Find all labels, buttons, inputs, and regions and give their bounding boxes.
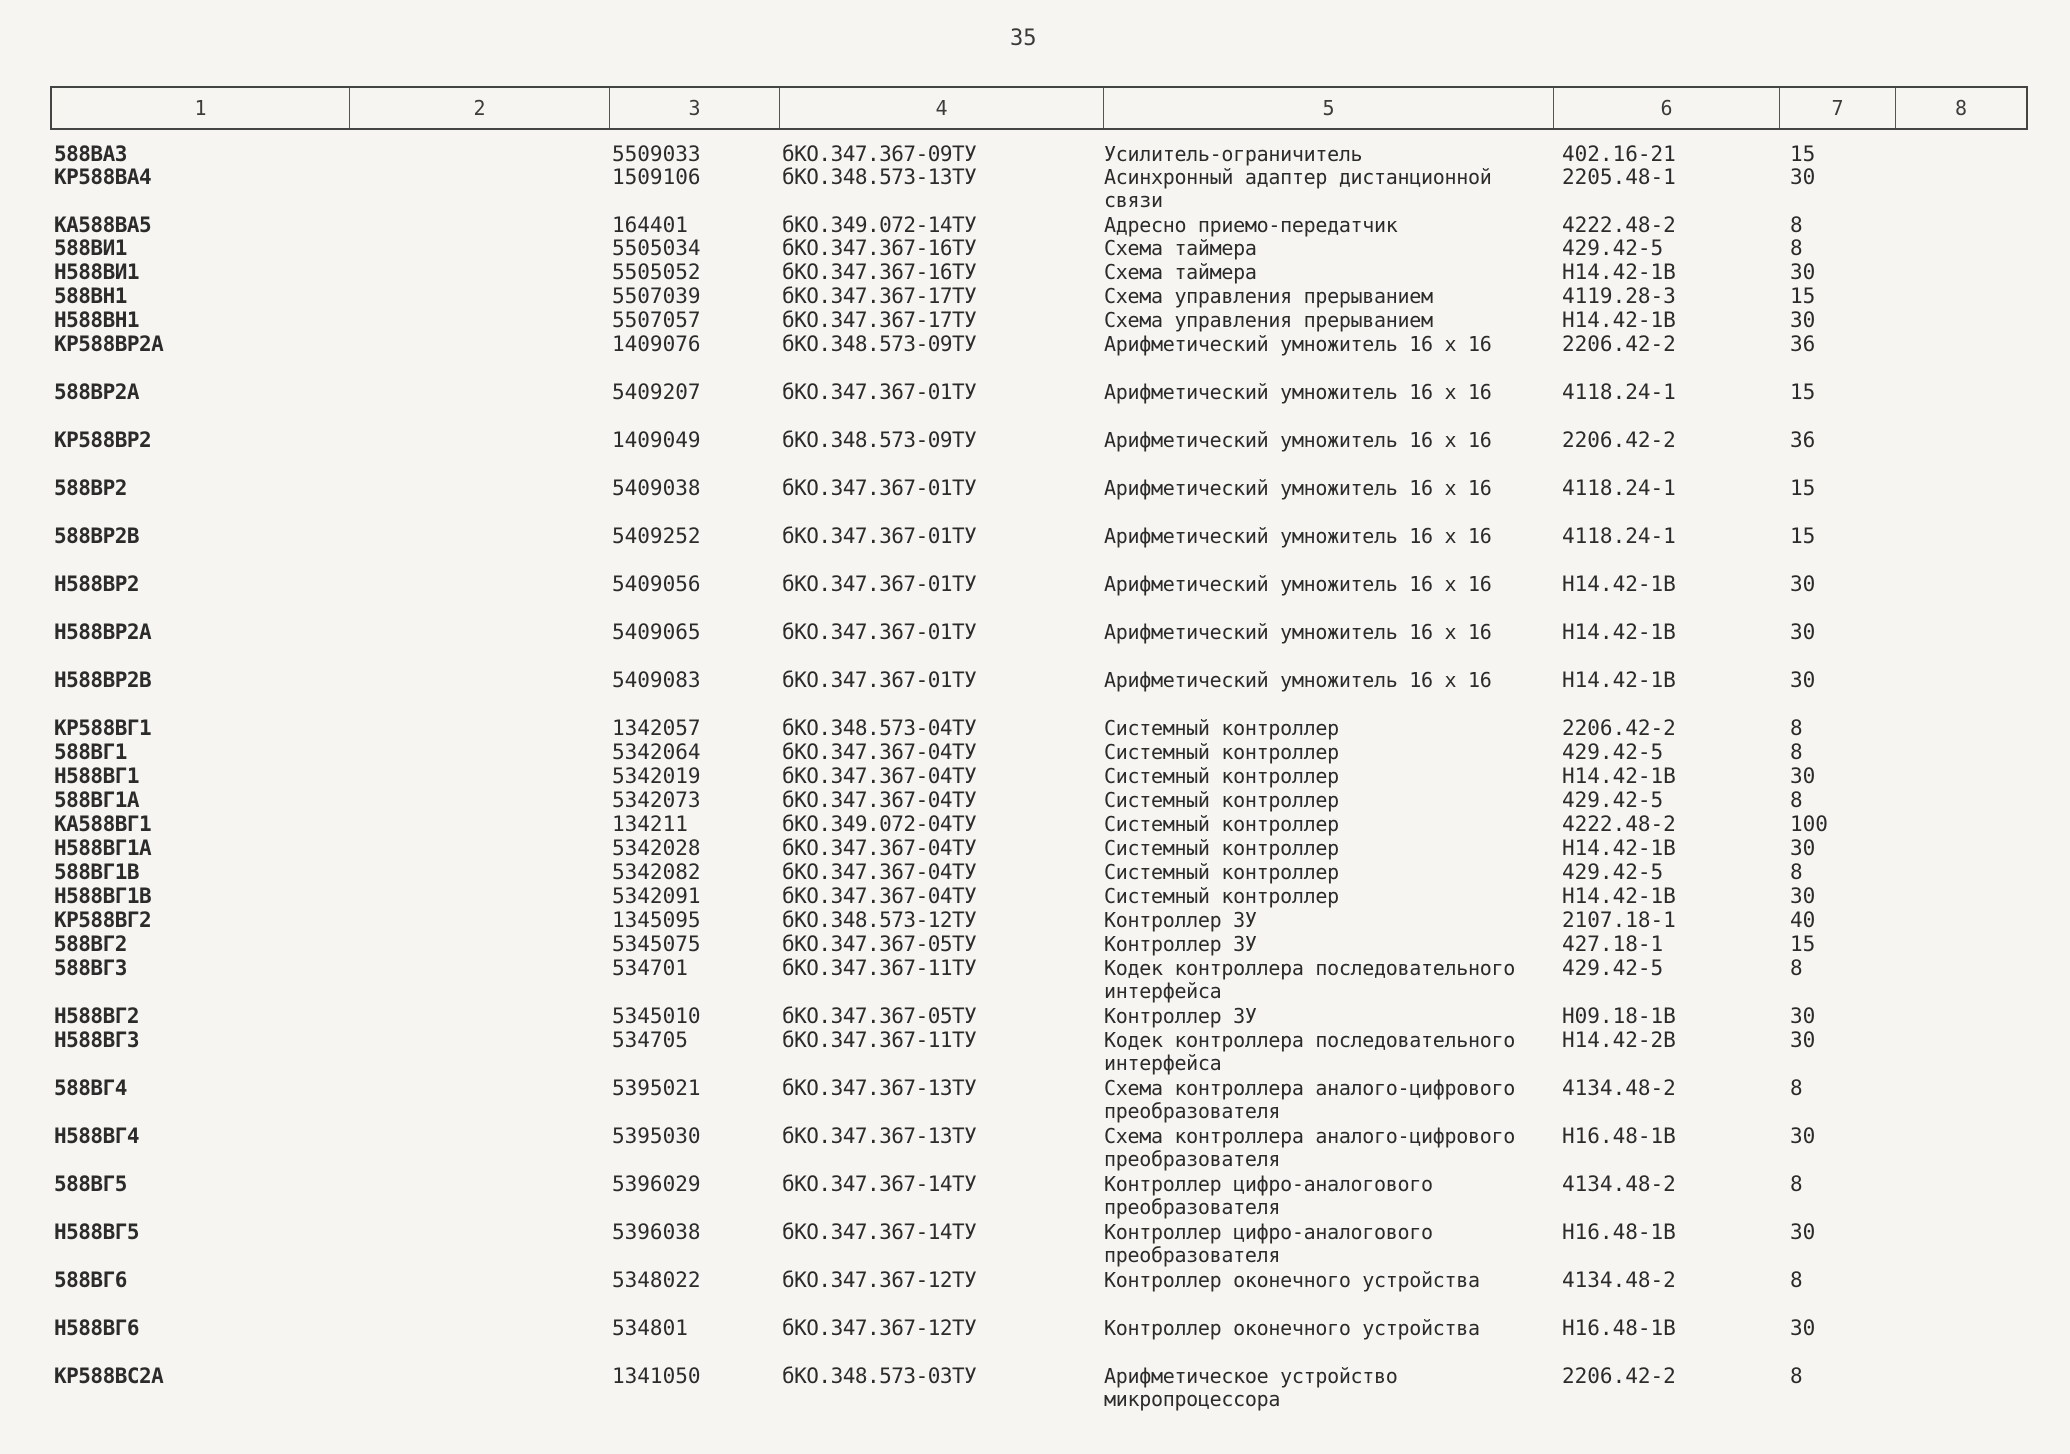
part-number: 588ВР2 [54, 476, 127, 500]
part-code: 164401 [612, 213, 688, 237]
part-code: 534705 [612, 1028, 688, 1052]
part-number: КР588ВР2А [54, 332, 164, 356]
part-code: 534701 [612, 956, 688, 980]
quantity: 8 [1790, 860, 1803, 884]
quantity: 8 [1790, 236, 1803, 260]
quantity: 30 [1790, 1220, 1816, 1244]
page-number: 35 [1010, 26, 1037, 51]
package-type: Н14.42-1В [1562, 308, 1676, 332]
part-description: Арифметический умножитель 16 х 16 [1104, 380, 1492, 404]
spec-number: бКО.347.367-11ТУ [782, 956, 977, 980]
spec-number: бКО.347.367-04ТУ [782, 884, 977, 908]
quantity: 30 [1790, 572, 1816, 596]
table-header [50, 86, 2028, 130]
part-number: 588ВГ1 [54, 740, 127, 764]
part-code: 5507057 [612, 308, 701, 332]
part-description: Системный контроллер [1104, 716, 1339, 740]
package-type: 427.18-1 [1562, 932, 1664, 956]
part-number: Н588ВГ3 [54, 1028, 140, 1052]
package-type: 429.42-5 [1562, 740, 1664, 764]
spec-number: бКО.347.367-04ТУ [782, 836, 977, 860]
quantity: 36 [1790, 332, 1816, 356]
part-number: 588ВГ3 [54, 956, 127, 980]
part-code: 1342057 [612, 716, 701, 740]
part-number: Н588ВГ5 [54, 1220, 140, 1244]
part-number: Н588ВГ1 [54, 764, 140, 788]
part-code: 534801 [612, 1316, 688, 1340]
column-header-1: 1 [52, 88, 350, 128]
part-code: 5409207 [612, 380, 701, 404]
quantity: 8 [1790, 1076, 1803, 1100]
part-description: Системный контроллер [1104, 860, 1339, 884]
part-description: Схема контроллера аналого-цифрового преобразователя [1104, 1076, 1515, 1123]
package-type: 4134.48-2 [1562, 1172, 1676, 1196]
part-number: Н588ВН1 [54, 308, 140, 332]
spec-number: бКО.347.367-14ТУ [782, 1220, 977, 1244]
spec-number: бКО.347.367-01ТУ [782, 668, 977, 692]
spec-number: бКО.349.072-14ТУ [782, 213, 977, 237]
part-code: 5409038 [612, 476, 701, 500]
spec-number: бКО.347.367-01ТУ [782, 476, 977, 500]
part-number: 588ВИ1 [54, 236, 127, 260]
column-header-5: 5 [1104, 88, 1554, 128]
part-description: Усилитель-ограничитель [1104, 142, 1363, 166]
quantity: 15 [1790, 142, 1816, 166]
quantity: 8 [1790, 1364, 1803, 1388]
part-description: Арифметический умножитель 16 х 16 [1104, 476, 1492, 500]
package-type: Н16.48-1В [1562, 1316, 1676, 1340]
package-type: 4118.24-1 [1562, 476, 1676, 500]
quantity: 8 [1790, 788, 1803, 812]
package-type: 429.42-5 [1562, 860, 1664, 884]
package-type: 429.42-5 [1562, 236, 1664, 260]
part-description: Схема управления прерыванием [1104, 308, 1433, 332]
package-type: 2206.42-2 [1562, 332, 1676, 356]
package-type: 2206.42-2 [1562, 1364, 1676, 1388]
quantity: 30 [1790, 620, 1816, 644]
package-type: Н14.42-1В [1562, 884, 1676, 908]
part-code: 1345095 [612, 908, 701, 932]
package-type: 4134.48-2 [1562, 1076, 1676, 1100]
part-code: 1409076 [612, 332, 701, 356]
part-code: 134211 [612, 812, 688, 836]
spec-number: бКО.347.367-13ТУ [782, 1124, 977, 1148]
package-type: 2206.42-2 [1562, 716, 1676, 740]
part-description: Схема управления прерыванием [1104, 284, 1433, 308]
column-header-6: 6 [1554, 88, 1780, 128]
part-number: КР588ВА4 [54, 165, 152, 189]
spec-number: бКО.347.367-05ТУ [782, 1004, 977, 1028]
spec-number: бКО.347.367-17ТУ [782, 308, 977, 332]
part-description: Контроллер ЗУ [1104, 908, 1257, 932]
spec-number: бКО.347.367-01ТУ [782, 380, 977, 404]
part-number: Н588ВИ1 [54, 260, 140, 284]
part-description: Схема таймера [1104, 260, 1257, 284]
part-number: 588ВР2А [54, 380, 140, 404]
quantity: 15 [1790, 380, 1816, 404]
package-type: 4222.48-2 [1562, 213, 1676, 237]
package-type: Н14.42-1В [1562, 764, 1676, 788]
part-description: Системный контроллер [1104, 836, 1339, 860]
part-code: 5409083 [612, 668, 701, 692]
part-code: 1409049 [612, 428, 701, 452]
package-type: 4118.24-1 [1562, 524, 1676, 548]
part-description: Контроллер оконечного устройства [1104, 1268, 1480, 1292]
quantity: 30 [1790, 308, 1816, 332]
part-description: Системный контроллер [1104, 740, 1339, 764]
part-code: 5342091 [612, 884, 701, 908]
part-number: Н588ВР2А [54, 620, 152, 644]
spec-number: бКО.347.367-04ТУ [782, 740, 977, 764]
quantity: 30 [1790, 836, 1816, 860]
quantity: 15 [1790, 524, 1816, 548]
part-number: 588ВГ5 [54, 1172, 127, 1196]
part-code: 5345075 [612, 932, 701, 956]
part-number: Н588ВР2 [54, 572, 140, 596]
part-description: Контроллер цифро-аналогового преобразователя [1104, 1220, 1433, 1267]
part-description: Контроллер цифро-аналогового преобразователя [1104, 1172, 1433, 1219]
part-description: Схема таймера [1104, 236, 1257, 260]
part-description: Кодек контроллера последовательного интерфейса [1104, 1028, 1515, 1075]
part-number: 588ВГ1В [54, 860, 140, 884]
part-code: 5409252 [612, 524, 701, 548]
part-number: Н588ВГ2 [54, 1004, 140, 1028]
part-number: 588ВР2В [54, 524, 140, 548]
part-code: 5505052 [612, 260, 701, 284]
part-number: 588ВГ1А [54, 788, 140, 812]
part-code: 5345010 [612, 1004, 701, 1028]
part-number: КА588ВА5 [54, 213, 152, 237]
part-code: 5395030 [612, 1124, 701, 1148]
part-description: Арифметический умножитель 16 х 16 [1104, 428, 1492, 452]
part-description: Арифметическое устройство микропроцессора [1104, 1364, 1398, 1411]
part-number: Н588ВГ6 [54, 1316, 140, 1340]
package-type: 4118.24-1 [1562, 380, 1676, 404]
package-type: Н14.42-1В [1562, 620, 1676, 644]
spec-number: бКО.347.367-12ТУ [782, 1316, 977, 1340]
quantity: 8 [1790, 740, 1803, 764]
quantity: 8 [1790, 716, 1803, 740]
part-description: Арифметический умножитель 16 х 16 [1104, 668, 1492, 692]
part-description: Асинхронный адаптер дистанционной связи [1104, 165, 1492, 212]
column-header-3: 3 [610, 88, 780, 128]
part-number: Н588ВГ1А [54, 836, 152, 860]
spec-number: бКО.347.367-16ТУ [782, 260, 977, 284]
spec-number: бКО.347.367-13ТУ [782, 1076, 977, 1100]
package-type: Н14.42-2В [1562, 1028, 1676, 1052]
package-type: 4222.48-2 [1562, 812, 1676, 836]
spec-number: бКО.348.573-13ТУ [782, 165, 977, 189]
quantity: 15 [1790, 476, 1816, 500]
quantity: 30 [1790, 1124, 1816, 1148]
part-code: 5507039 [612, 284, 701, 308]
spec-number: бКО.347.367-05ТУ [782, 932, 977, 956]
spec-number: бКО.347.367-09ТУ [782, 142, 977, 166]
spec-number: бКО.347.367-01ТУ [782, 572, 977, 596]
part-code: 5348022 [612, 1268, 701, 1292]
part-description: Адресно приемо-передатчик [1104, 213, 1398, 237]
package-type: Н14.42-1В [1562, 668, 1676, 692]
package-type: 2205.48-1 [1562, 165, 1676, 189]
quantity: 15 [1790, 284, 1816, 308]
spec-number: бКО.347.367-14ТУ [782, 1172, 977, 1196]
part-description: Контроллер ЗУ [1104, 1004, 1257, 1028]
package-type: 402.16-21 [1562, 142, 1676, 166]
package-type: 2107.18-1 [1562, 908, 1676, 932]
quantity: 8 [1790, 956, 1803, 980]
package-type: 429.42-5 [1562, 956, 1664, 980]
package-type: Н16.48-1В [1562, 1124, 1676, 1148]
package-type: Н14.42-1В [1562, 572, 1676, 596]
part-code: 5342064 [612, 740, 701, 764]
package-type: Н14.42-1В [1562, 836, 1676, 860]
part-description: Арифметический умножитель 16 х 16 [1104, 572, 1492, 596]
part-code: 5342073 [612, 788, 701, 812]
quantity: 30 [1790, 764, 1816, 788]
part-code: 5509033 [612, 142, 701, 166]
part-number: 588ВГ2 [54, 932, 127, 956]
package-type: Н09.18-1В [1562, 1004, 1676, 1028]
part-number: Н588ВР2В [54, 668, 152, 692]
spec-number: бКО.348.573-09ТУ [782, 428, 977, 452]
part-code: 5342082 [612, 860, 701, 884]
package-type: 429.42-5 [1562, 788, 1664, 812]
quantity: 30 [1790, 884, 1816, 908]
spec-number: бКО.347.367-04ТУ [782, 788, 977, 812]
spec-number: бКО.347.367-12ТУ [782, 1268, 977, 1292]
quantity: 30 [1790, 1004, 1816, 1028]
quantity: 30 [1790, 260, 1816, 284]
part-description: Системный контроллер [1104, 812, 1339, 836]
spec-number: бКО.347.367-01ТУ [782, 524, 977, 548]
part-code: 5505034 [612, 236, 701, 260]
part-number: 588ВН1 [54, 284, 127, 308]
part-description: Арифметический умножитель 16 х 16 [1104, 620, 1492, 644]
part-code: 5396038 [612, 1220, 701, 1244]
part-description: Схема контроллера аналого-цифрового преобразователя [1104, 1124, 1515, 1171]
part-number: 588ВГ6 [54, 1268, 127, 1292]
spec-number: бКО.349.072-04ТУ [782, 812, 977, 836]
quantity: 8 [1790, 1268, 1803, 1292]
quantity: 36 [1790, 428, 1816, 452]
spec-number: бКО.348.573-12ТУ [782, 908, 977, 932]
quantity: 40 [1790, 908, 1816, 932]
part-description: Арифметический умножитель 16 х 16 [1104, 332, 1492, 356]
column-header-2: 2 [350, 88, 610, 128]
part-code: 1341050 [612, 1364, 701, 1388]
part-code: 5342028 [612, 836, 701, 860]
quantity: 8 [1790, 1172, 1803, 1196]
column-header-4: 4 [780, 88, 1104, 128]
package-type: Н16.48-1В [1562, 1220, 1676, 1244]
part-description: Контроллер оконечного устройства [1104, 1316, 1480, 1340]
part-number: Н588ВГ1В [54, 884, 152, 908]
part-description: Контроллер ЗУ [1104, 932, 1257, 956]
quantity: 30 [1790, 165, 1816, 189]
part-number: КР588ВР2 [54, 428, 152, 452]
quantity: 8 [1790, 213, 1803, 237]
part-number: Н588ВГ4 [54, 1124, 140, 1148]
part-description: Кодек контроллера последовательного интерфейса [1104, 956, 1515, 1003]
part-number: КР588ВС2А [54, 1364, 164, 1388]
spec-number: бКО.347.367-01ТУ [782, 620, 977, 644]
part-number: КА588ВГ1 [54, 812, 152, 836]
part-code: 5342019 [612, 764, 701, 788]
part-code: 5395021 [612, 1076, 701, 1100]
package-type: 4119.28-3 [1562, 284, 1676, 308]
spec-number: бКО.348.573-03ТУ [782, 1364, 977, 1388]
spec-number: бКО.347.367-17ТУ [782, 284, 977, 308]
package-type: 2206.42-2 [1562, 428, 1676, 452]
part-number: КР588ВГ2 [54, 908, 152, 932]
spec-number: бКО.348.573-09ТУ [782, 332, 977, 356]
part-code: 1509106 [612, 165, 701, 189]
quantity: 30 [1790, 668, 1816, 692]
part-description: Системный контроллер [1104, 764, 1339, 788]
part-number: 588ВА3 [54, 142, 127, 166]
spec-number: бКО.347.367-04ТУ [782, 764, 977, 788]
spec-number: бКО.348.573-04ТУ [782, 716, 977, 740]
part-description: Системный контроллер [1104, 884, 1339, 908]
column-header-8: 8 [1954, 96, 1968, 120]
spec-number: бКО.347.367-11ТУ [782, 1028, 977, 1052]
quantity: 15 [1790, 932, 1816, 956]
part-description: Системный контроллер [1104, 788, 1339, 812]
package-type: Н14.42-1В [1562, 260, 1676, 284]
spec-number: бКО.347.367-04ТУ [782, 860, 977, 884]
quantity: 100 [1790, 812, 1828, 836]
part-description: Арифметический умножитель 16 х 16 [1104, 524, 1492, 548]
part-code: 5409056 [612, 572, 701, 596]
column-header-7: 7 [1780, 88, 1896, 128]
part-number: КР588ВГ1 [54, 716, 152, 740]
quantity: 30 [1790, 1028, 1816, 1052]
part-code: 5409065 [612, 620, 701, 644]
spec-number: бКО.347.367-16ТУ [782, 236, 977, 260]
part-code: 5396029 [612, 1172, 701, 1196]
quantity: 30 [1790, 1316, 1816, 1340]
package-type: 4134.48-2 [1562, 1268, 1676, 1292]
part-number: 588ВГ4 [54, 1076, 127, 1100]
